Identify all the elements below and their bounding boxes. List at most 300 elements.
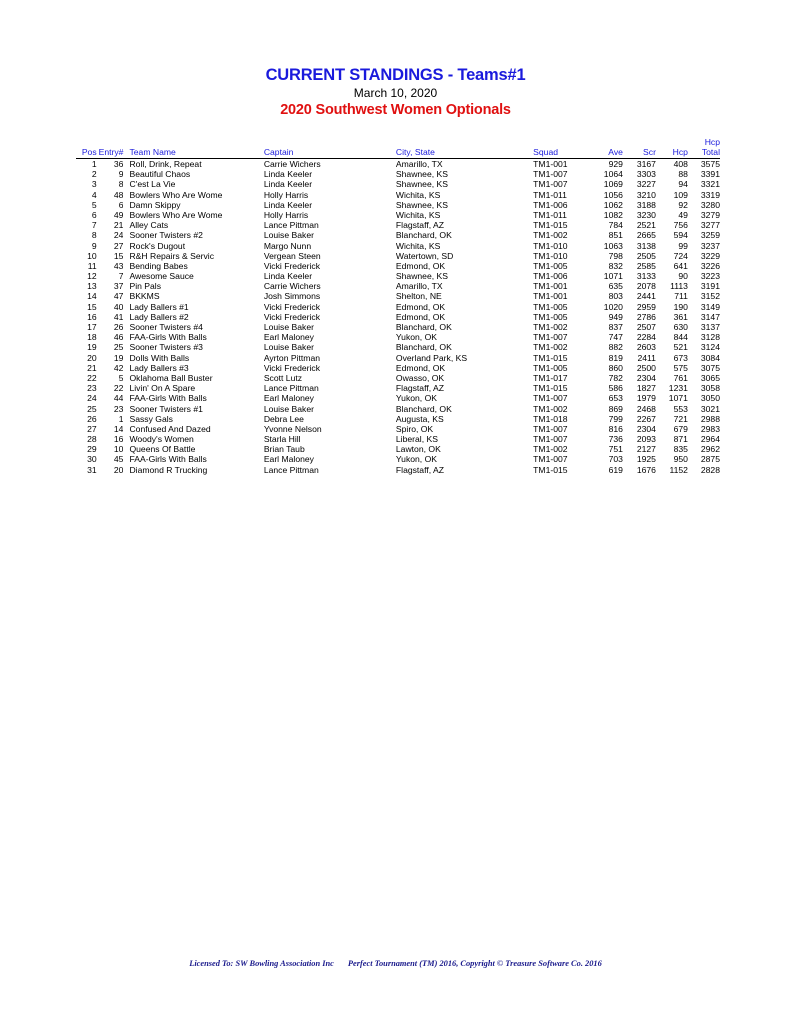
cell-scr: 2500 — [636, 362, 656, 373]
cell-pos: 23 — [87, 383, 97, 394]
cell-team-name: FAA-Girls With Balls — [129, 332, 207, 343]
col-captain: Captain — [264, 137, 396, 159]
cell-hcp-total: 3237 — [700, 240, 720, 251]
col-team: Team Name — [123, 137, 263, 159]
cell-hcp-total: 3191 — [700, 281, 720, 292]
cell-ave: 751 — [608, 444, 623, 455]
cell-squad: TM1-005 — [533, 362, 568, 373]
cell-entry: 40 — [113, 301, 124, 312]
cell-captain: Linda Keeler — [263, 179, 313, 190]
copyright-text: Perfect Tournament (TM) 2016, Copyright © Treasure Software Co. 2016 — [347, 959, 602, 968]
cell-pos: 18 — [87, 332, 97, 343]
cell-pos: 9 — [91, 240, 97, 251]
cell-entry: 10 — [113, 444, 124, 455]
cell-city-state: Lawton, OK — [395, 444, 441, 455]
cell-captain: Linda Keeler — [263, 271, 313, 282]
cell-hcp-total: 3259 — [700, 230, 720, 241]
cell-hcp: 575 — [673, 362, 688, 373]
cell-hcp-total: 2964 — [700, 434, 720, 445]
cell-captain: Vergean Steen — [263, 250, 321, 261]
cell-entry: 49 — [113, 209, 124, 220]
cell-hcp: 1152 — [669, 464, 688, 475]
cell-entry: 27 — [113, 240, 124, 251]
cell-ave: 635 — [608, 281, 623, 292]
cell-captain: Linda Keeler — [263, 169, 313, 180]
cell-hcp: 553 — [673, 403, 688, 414]
cell-ave: 1071 — [603, 271, 623, 282]
cell-hcp: 594 — [673, 230, 688, 241]
cell-pos: 4 — [91, 189, 97, 200]
cell-pos: 15 — [87, 301, 97, 312]
table-row — [76, 342, 720, 352]
cell-team-name: Livin' On A Spare — [129, 383, 196, 394]
cell-hcp: 92 — [678, 199, 688, 210]
cell-team-name: Pin Pals — [129, 281, 161, 292]
cell-pos: 19 — [87, 342, 97, 353]
cell-ave: 882 — [608, 342, 623, 353]
cell-city-state: Owasso, OK — [395, 372, 445, 383]
cell-team-name: Sooner Twisters #3 — [129, 342, 203, 353]
cell-team-name: Sooner Twisters #4 — [129, 322, 203, 333]
cell-hcp: 90 — [678, 271, 688, 282]
cell-ave: 1082 — [603, 209, 623, 220]
col-city: City, State — [396, 137, 533, 159]
cell-hcp: 950 — [673, 454, 688, 465]
cell-pos: 20 — [87, 352, 97, 363]
cell-pos: 1 — [91, 159, 97, 170]
cell-team-name: Bowlers Who Are Wome — [129, 189, 223, 200]
cell-squad: TM1-007 — [533, 169, 568, 180]
cell-captain: Josh Simmons — [263, 291, 321, 302]
cell-team-name: Woody's Women — [129, 434, 194, 445]
cell-pos: 30 — [87, 454, 97, 465]
cell-squad: TM1-007 — [533, 423, 568, 434]
cell-captain: Louise Baker — [263, 403, 314, 414]
cell-hcp-total: 3391 — [700, 169, 720, 180]
cell-captain: Earl Maloney — [263, 454, 314, 465]
footer — [0, 959, 791, 968]
header-row — [76, 137, 720, 159]
cell-hcp-total: 3128 — [700, 332, 720, 343]
cell-scr: 2078 — [636, 281, 656, 292]
cell-hcp-total: 3124 — [700, 342, 720, 353]
cell-entry: 45 — [113, 454, 124, 465]
cell-hcp: 99 — [678, 240, 688, 251]
cell-squad: TM1-006 — [533, 271, 568, 282]
cell-ave: 851 — [608, 230, 623, 241]
cell-captain: Brian Taub — [263, 444, 305, 455]
cell-captain: Carrie Wichers — [263, 159, 321, 170]
cell-ave: 816 — [608, 423, 623, 434]
cell-hcp: 724 — [673, 250, 688, 261]
cell-hcp: 721 — [673, 413, 688, 424]
cell-ave: 1064 — [603, 169, 623, 180]
cell-entry: 16 — [113, 434, 124, 445]
cell-city-state: Amarillo, TX — [395, 281, 443, 292]
cell-city-state: Augusta, KS — [395, 413, 444, 424]
cell-pos: 11 — [87, 260, 97, 271]
cell-city-state: Wichita, KS — [395, 189, 441, 200]
cell-hcp-total: 3319 — [700, 189, 720, 200]
cell-team-name: C'est La Vie — [129, 179, 176, 190]
cell-city-state: Amarillo, TX — [395, 159, 443, 170]
cell-scr: 3138 — [636, 240, 656, 251]
cell-squad: TM1-018 — [533, 413, 568, 424]
table-row — [76, 220, 720, 230]
cell-squad: TM1-002 — [533, 322, 568, 333]
table-row — [76, 383, 720, 393]
col-squad: Squad — [533, 137, 585, 159]
cell-entry: 24 — [113, 230, 124, 241]
cell-team-name: Lady Ballers #3 — [129, 362, 189, 373]
cell-hcp: 361 — [673, 311, 688, 322]
cell-hcp-total: 2828 — [700, 464, 720, 475]
cell-city-state: Watertown, SD — [395, 250, 454, 261]
cell-hcp: 679 — [673, 423, 688, 434]
cell-entry: 8 — [118, 179, 124, 190]
cell-scr: 1979 — [636, 393, 656, 404]
cell-squad: TM1-007 — [533, 393, 568, 404]
cell-team-name: Lady Ballers #1 — [129, 301, 189, 312]
cell-hcp: 408 — [673, 159, 688, 170]
cell-scr: 1676 — [636, 464, 656, 475]
cell-team-name: Lady Ballers #2 — [129, 311, 189, 322]
cell-scr: 1827 — [636, 383, 656, 394]
table-row — [76, 465, 720, 475]
standings-table — [76, 137, 720, 475]
cell-scr: 2468 — [636, 403, 656, 414]
cell-captain: Lance Pittman — [263, 464, 319, 475]
cell-squad: TM1-005 — [533, 301, 568, 312]
cell-pos: 29 — [87, 444, 97, 455]
cell-city-state: Yukon, OK — [395, 332, 437, 343]
cell-pos: 16 — [87, 311, 97, 322]
cell-captain: Debra Lee — [263, 413, 304, 424]
col-hcp-total-top: Hcp — [704, 137, 720, 147]
cell-city-state: Edmond, OK — [395, 301, 446, 312]
cell-hcp-total: 3058 — [700, 383, 720, 394]
cell-captain: Louise Baker — [263, 322, 314, 333]
col-hcp-total — [688, 137, 720, 159]
cell-hcp: 835 — [673, 444, 688, 455]
cell-pos: 24 — [87, 393, 97, 404]
cell-pos: 8 — [91, 230, 97, 241]
cell-ave: 819 — [608, 352, 623, 363]
cell-scr: 2267 — [636, 413, 656, 424]
cell-squad: TM1-011 — [533, 189, 567, 200]
cell-pos: 31 — [87, 464, 97, 475]
cell-entry: 5 — [118, 372, 124, 383]
cell-team-name: Sooner Twisters #2 — [129, 230, 203, 241]
cell-pos: 26 — [87, 413, 97, 424]
cell-hcp-total: 3223 — [700, 271, 720, 282]
cell-captain: Lance Pittman — [263, 383, 319, 394]
cell-squad: TM1-015 — [533, 220, 568, 231]
cell-squad: TM1-017 — [533, 372, 568, 383]
cell-captain: Vicki Frederick — [263, 260, 321, 271]
cell-scr: 2284 — [636, 332, 656, 343]
cell-entry: 25 — [113, 342, 124, 353]
cell-city-state: Flagstaff, AZ — [395, 464, 444, 475]
cell-hcp-total: 3229 — [700, 250, 720, 261]
cell-hcp: 871 — [673, 434, 688, 445]
cell-ave: 949 — [608, 311, 623, 322]
cell-hcp-total: 3226 — [700, 260, 720, 271]
report-date: March 10, 2020 — [353, 86, 438, 100]
cell-scr: 2959 — [636, 301, 656, 312]
cell-squad: TM1-002 — [533, 403, 568, 414]
cell-pos: 21 — [87, 362, 97, 373]
table-row — [76, 179, 720, 189]
cell-ave: 1062 — [603, 199, 623, 210]
cell-scr: 3133 — [636, 271, 656, 282]
cell-scr: 2521 — [636, 220, 656, 231]
cell-hcp-total: 3137 — [700, 322, 720, 333]
table-row — [76, 230, 720, 240]
cell-ave: 703 — [608, 454, 623, 465]
cell-city-state: Flagstaff, AZ — [395, 383, 444, 394]
table-row — [76, 159, 720, 170]
cell-team-name: FAA-Girls With Balls — [129, 454, 207, 465]
cell-hcp-total: 3277 — [700, 220, 720, 231]
cell-scr: 1925 — [636, 454, 656, 465]
cell-squad: TM1-010 — [533, 240, 568, 251]
cell-ave: 929 — [608, 159, 623, 170]
cell-ave: 869 — [608, 403, 623, 414]
cell-team-name: Damn Skippy — [129, 199, 181, 210]
cell-squad: TM1-002 — [533, 444, 568, 455]
cell-pos: 28 — [87, 434, 97, 445]
cell-city-state: Shawnee, KS — [395, 179, 448, 190]
table-row — [76, 363, 720, 373]
cell-team-name: Queens Of Battle — [129, 444, 196, 455]
cell-scr: 2665 — [636, 230, 656, 241]
cell-scr: 3230 — [636, 209, 656, 220]
cell-hcp-total: 3050 — [700, 393, 720, 404]
cell-city-state: Shawnee, KS — [395, 169, 448, 180]
cell-pos: 12 — [87, 271, 97, 282]
cell-captain: Vicki Frederick — [263, 311, 321, 322]
cell-ave: 782 — [608, 372, 623, 383]
cell-hcp-total: 3321 — [700, 179, 720, 190]
cell-team-name: Confused And Dazed — [129, 423, 211, 434]
cell-city-state: Edmond, OK — [395, 362, 446, 373]
cell-entry: 44 — [113, 393, 124, 404]
cell-entry: 22 — [113, 383, 124, 394]
cell-team-name: Bowlers Who Are Wome — [129, 209, 223, 220]
cell-hcp-total: 3075 — [700, 362, 720, 373]
cell-captain: Margo Nunn — [263, 240, 312, 251]
cell-ave: 1069 — [603, 179, 623, 190]
cell-scr: 3188 — [636, 199, 656, 210]
cell-entry: 36 — [113, 159, 124, 170]
cell-entry: 41 — [113, 311, 124, 322]
cell-city-state: Yukon, OK — [395, 393, 437, 404]
cell-hcp: 844 — [673, 332, 688, 343]
cell-hcp-total: 3280 — [700, 199, 720, 210]
cell-scr: 2786 — [636, 311, 656, 322]
col-scr: Scr — [623, 137, 656, 159]
cell-ave: 799 — [608, 413, 623, 424]
cell-hcp-total: 3021 — [700, 403, 720, 414]
cell-hcp: 630 — [673, 322, 688, 333]
cell-hcp: 94 — [678, 179, 688, 190]
cell-squad: TM1-001 — [533, 291, 568, 302]
cell-captain: Carrie Wichers — [263, 281, 321, 292]
cell-city-state: Edmond, OK — [395, 311, 446, 322]
table-row — [76, 353, 720, 363]
cell-hcp: 711 — [674, 291, 688, 302]
cell-scr: 2585 — [636, 260, 656, 271]
cell-hcp-total: 2983 — [700, 423, 720, 434]
cell-ave: 803 — [608, 291, 623, 302]
table-row — [76, 322, 720, 332]
cell-entry: 47 — [113, 291, 124, 302]
cell-pos: 25 — [87, 403, 97, 414]
cell-ave: 860 — [608, 362, 623, 373]
table-row — [76, 312, 720, 322]
table-row — [76, 251, 720, 261]
col-hcp-total-bottom: Total — [701, 147, 720, 157]
cell-ave: 784 — [608, 220, 623, 231]
cell-scr: 2507 — [636, 322, 656, 333]
cell-captain: Vicki Frederick — [263, 301, 321, 312]
cell-entry: 6 — [118, 199, 124, 210]
cell-squad: TM1-007 — [533, 454, 568, 465]
cell-city-state: Overland Park, KS — [395, 352, 468, 363]
cell-city-state: Blanchard, OK — [395, 342, 452, 353]
cell-scr: 2093 — [636, 434, 656, 445]
cell-pos: 6 — [91, 209, 97, 220]
cell-team-name: Oklahoma Ball Buster — [129, 372, 213, 383]
cell-hcp: 1113 — [670, 281, 688, 292]
cell-city-state: Wichita, KS — [395, 209, 441, 220]
cell-entry: 7 — [118, 271, 124, 282]
cell-ave: 837 — [608, 322, 623, 333]
cell-squad: TM1-006 — [533, 199, 568, 210]
table-row — [76, 291, 720, 301]
cell-city-state: Edmond, OK — [395, 260, 446, 271]
cell-entry: 43 — [113, 260, 124, 271]
cell-entry: 37 — [113, 281, 124, 292]
cell-scr: 2304 — [636, 423, 656, 434]
cell-captain: Holly Harris — [263, 209, 309, 220]
cell-hcp: 109 — [673, 189, 688, 200]
table-row — [76, 281, 720, 291]
cell-team-name: Roll, Drink, Repeat — [129, 159, 202, 170]
cell-ave: 747 — [608, 332, 623, 343]
table-row — [76, 302, 720, 312]
cell-squad: TM1-011 — [533, 209, 567, 220]
cell-entry: 19 — [113, 352, 124, 363]
cell-captain: Vicki Frederick — [263, 362, 321, 373]
cell-pos: 13 — [87, 281, 97, 292]
cell-team-name: Beautiful Chaos — [129, 169, 191, 180]
cell-hcp: 88 — [678, 169, 688, 180]
cell-hcp: 756 — [673, 220, 688, 231]
cell-city-state: Blanchard, OK — [395, 403, 452, 414]
cell-entry: 21 — [113, 220, 124, 231]
cell-hcp-total: 2962 — [700, 444, 720, 455]
cell-city-state: Flagstaff, AZ — [395, 220, 444, 231]
cell-team-name: FAA-Girls With Balls — [129, 393, 207, 404]
cell-team-name: Dolls With Balls — [129, 352, 190, 363]
cell-pos: 17 — [87, 322, 97, 333]
cell-captain: Louise Baker — [263, 230, 314, 241]
col-hcp: Hcp — [656, 137, 688, 159]
table-row — [76, 271, 720, 281]
cell-hcp: 761 — [673, 372, 688, 383]
cell-ave: 619 — [608, 464, 623, 475]
cell-hcp-total: 2988 — [700, 413, 720, 424]
cell-squad: TM1-015 — [533, 352, 568, 363]
cell-city-state: Shelton, NE — [395, 291, 442, 302]
cell-squad: TM1-005 — [533, 260, 568, 271]
cell-squad: TM1-002 — [533, 342, 568, 353]
cell-captain: Yvonne Nelson — [263, 423, 322, 434]
cell-pos: 10 — [87, 250, 97, 261]
cell-hcp-total: 3575 — [700, 159, 720, 170]
table-row — [76, 393, 720, 403]
table-row — [76, 169, 720, 179]
cell-entry: 1 — [118, 413, 124, 424]
cell-entry: 48 — [113, 189, 124, 200]
cell-captain: Ayrton Pittman — [263, 352, 321, 363]
cell-city-state: Shawnee, KS — [395, 199, 448, 210]
table-row — [76, 373, 720, 383]
col-entry: Entry# — [97, 137, 124, 159]
cell-pos: 22 — [87, 372, 97, 383]
cell-ave: 1063 — [603, 240, 623, 251]
cell-team-name: Sassy Gals — [129, 413, 173, 424]
cell-ave: 1020 — [603, 301, 623, 312]
cell-city-state: Shawnee, KS — [395, 271, 448, 282]
table-row — [76, 190, 720, 200]
cell-city-state: Blanchard, OK — [395, 322, 452, 333]
col-ave: Ave — [585, 137, 623, 159]
cell-captain: Louise Baker — [263, 342, 314, 353]
cell-captain: Lance Pittman — [263, 220, 319, 231]
cell-squad: TM1-002 — [533, 230, 568, 241]
cell-city-state: Wichita, KS — [395, 240, 441, 251]
cell-pos: 14 — [87, 291, 97, 302]
cell-squad: TM1-001 — [533, 159, 568, 170]
cell-captain: Earl Maloney — [263, 393, 314, 404]
cell-city-state: Yukon, OK — [395, 454, 437, 465]
cell-squad: TM1-015 — [533, 383, 568, 394]
table-row — [76, 404, 720, 414]
cell-ave: 653 — [608, 393, 623, 404]
table-row — [76, 261, 720, 271]
cell-team-name: Alley Cats — [129, 220, 169, 231]
cell-pos: 27 — [87, 423, 97, 434]
cell-squad: TM1-007 — [533, 179, 568, 190]
cell-hcp-total: 2875 — [700, 454, 720, 465]
cell-scr: 2411 — [637, 352, 656, 363]
cell-hcp-total: 3147 — [700, 311, 720, 322]
cell-team-name: R&H Repairs & Servic — [129, 250, 214, 261]
cell-pos: 7 — [91, 220, 97, 231]
cell-scr: 2441 — [636, 291, 656, 302]
cell-city-state: Spiro, OK — [395, 423, 434, 434]
cell-hcp-total: 3152 — [700, 291, 720, 302]
cell-hcp: 521 — [673, 342, 688, 353]
cell-captain: Holly Harris — [263, 189, 309, 200]
cell-team-name: Diamond R Trucking — [129, 464, 208, 475]
cell-squad: TM1-005 — [533, 311, 568, 322]
cell-ave: 798 — [608, 250, 623, 261]
cell-hcp: 49 — [678, 209, 688, 220]
